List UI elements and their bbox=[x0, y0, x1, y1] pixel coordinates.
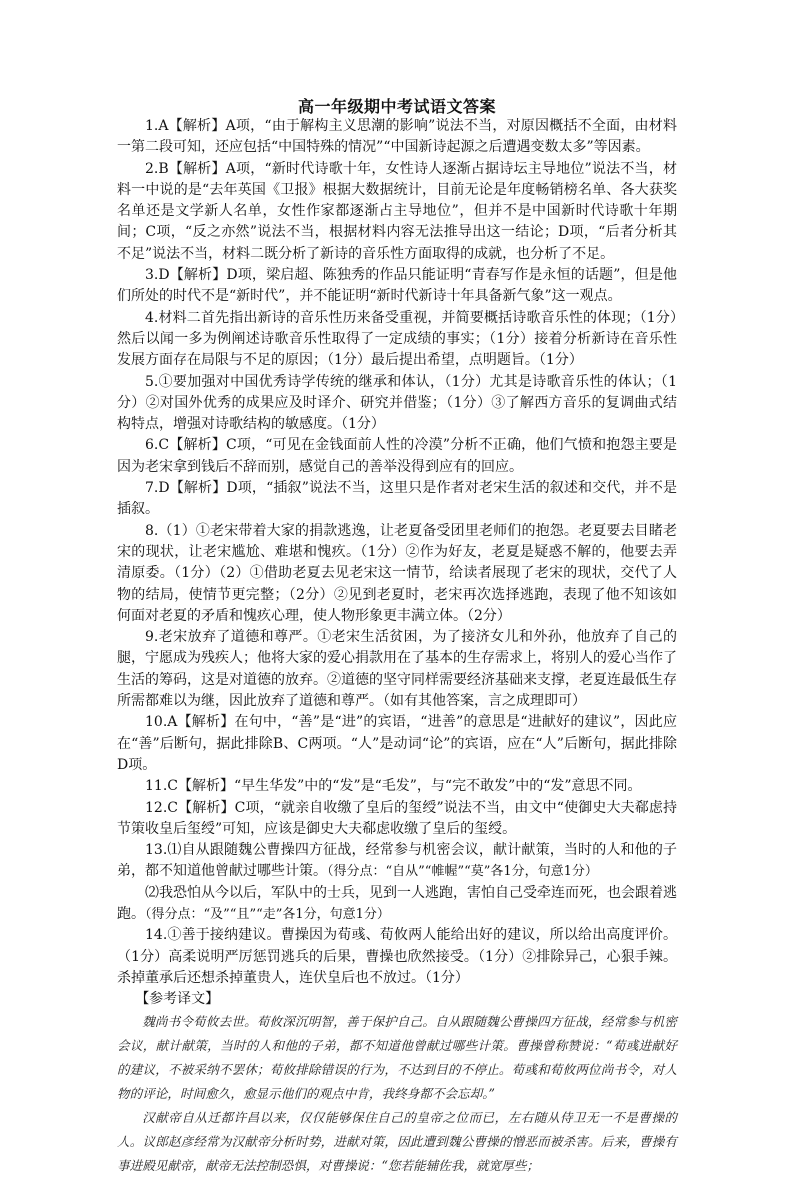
answer-7: 7.D【解析】D项，“插叙”说法不当，这里只是作者对老宋生活的叙述和交代，并不是插叙。 bbox=[117, 480, 677, 518]
answer-11: 11.C【解析】“早生华发”中的“发”是“毛发”，与“完不敢发”中的“发”意思不同。 bbox=[145, 778, 642, 795]
answer-13-part-1-text: 13.⑴自从跟随魏公曹操四方征战，经常参与机密会议，献计献策，当时的人和他的子弟，都不知道他曾献过哪些计策。 bbox=[117, 842, 677, 880]
answer-4: 4.材料二首先指出新诗的音乐性历来备受重视，并简要概括诗歌音乐性的体现；（1分）然后以闻一多为例阐述诗歌音乐性取得了一定成绩的事实；（1分）接着分析新诗在音乐性发展方面存在局限与不足的原因；（1分）最后提出希望，点明题旨。（1分） bbox=[117, 309, 677, 369]
reference-translation-paragraph-1: 魏尚书令荀攸去世。荀攸深沉明智，善于保护自己。自从跟随魏公曹操四方征战，经常参与机密会议，献计献策，当时的人和他的子弟，都不知道他曾献过哪些计策。曹操曾称赞说：“荀彧进献好的建议，不被采纳不罢休；荀攸排除错误的行为，不达到目的不停止。荀彧和荀攸两位尚书令，对人物的评论，时间愈久，愈显示他们的观点中肯，我终身都不会忘却。” bbox=[117, 1014, 677, 1102]
answer-14: 14.①善于接纳建议。曹操因为荀彧、荀攸两人能给出好的建议，所以给出高度评价。（1分）高柔说明严厉惩罚逃兵的后果，曹操也欣然接受。（1分）②排除异己，心狠手辣。杀掉董承后还想杀掉董贵人，连伏皇后也不放过。（1分） bbox=[117, 927, 677, 986]
answer-3: 3.D【解析】D项，梁启超、陈独秀的作品只能证明“青春写作是永恒的话题”，但是他们所处的时代不是“新时代”，并不能证明“新时代新诗十年具备新气象”这一观点。 bbox=[117, 267, 677, 305]
answer-13-part-2 bbox=[117, 883, 677, 926]
answer-1: 1.A【解析】A项，“由于解构主义思潮的影响”说法不当，对原因概括不全面，由材料一第二段可知，还应包括“中国特殊的情况”“中国新诗起源之后遭遇变数太多”等因素。 bbox=[117, 118, 677, 156]
answer-10: 10.A【解析】在句中，“善”是“进”的宾语，“进善”的意思是“进献好的建议”，因此应在“善”后断句，据此排除B、C两项。“人”是动词“论”的宾语，应在“人”后断句，据此排除D项。 bbox=[117, 714, 677, 773]
answer-13-part-1 bbox=[117, 840, 677, 883]
answer-13-part-1-scoring: （得分点：“自从”“帷幄”“莫”各1分，句意1分） bbox=[327, 864, 598, 880]
reference-translation-paragraph-2: 汉献帝自从迁都许昌以来，仅仅能够保住自己的皇帝之位而已，左右随从侍卫无一不是曹操的人。议郎赵彦经常为汉献帝分析时势，进献对策，因此遭到魏公曹操的憎恶而被杀害。后来，曹操有事进殿见献帝，献帝无法控制恐惧，对曹操说：“您若能辅佐我，就宽厚些； bbox=[117, 1110, 677, 1174]
answer-content bbox=[117, 116, 677, 1178]
answer-8: 8.（1）①老宋带着大家的捐款逃逸，让老夏备受团里老师们的抱怨。老夏要去目睹老宋的现状，让老宋尴尬、难堪和愧疚。（1分）②作为好友，老夏是疑惑不解的，他要去弄清原委。（1分）（2）①借助老夏去见老宋这一情节，给读者展现了老宋的现状，交代了人物的结局，使情节更完整；（2分）②见到老夏时，老宋再次选择逃跑，表现了他不知该如何面对老夏的矛盾和愧疚心理，使人物形象更丰满立体。（2分） bbox=[117, 522, 677, 624]
answer-9: 9.老宋放弃了道德和尊严。①老宋生活贫困，为了接济女儿和外孙，他放弃了自己的腿，宁愿成为残疾人；他将大家的爱心捐款用在了基本的生存需求上，将别人的爱心当作了生活的筹码，这是对道德的放弃。②道德的坚守同样需要经济基础来支撑，老夏连最低生存所需都难以为继，因此放弃了道德和尊严。（如有其他答案，言之成理即可） bbox=[117, 629, 677, 710]
answer-5: 5.①要加强对中国优秀诗学传统的继承和体认，（1分）尤其是诗歌音乐性的体认；（1分）②对国外优秀的成果应及时译介、研究并借鉴；（1分）③了解西方音乐的复调曲式结构特点，增强对诗歌结构的敏感度。（1分） bbox=[117, 373, 677, 433]
answer-13-part-2-scoring: （得分点：“及”“且”“走”各1分，句意1分） bbox=[145, 906, 390, 922]
answer-2: 2.B【解析】A项，“新时代诗歌十年，女性诗人逐渐占据诗坛主导地位”说法不当，材料一中说的是“去年英国《卫报》根据大数据统计，目前无论是年度畅销榜名单、各大获奖名单还是文学新人名单，女性作家都逐渐占主导地位”，但并不是中国新时代诗歌十年期间；C项，“反之亦然”说法不当，根据材料内容无法推导出这一结论；D项，“后者分析其不足”说法不当，材料二既分析了新诗的音乐性方面取得的成就，也分析了不足。 bbox=[117, 160, 677, 262]
answer-6: 6.C【解析】C项，“可见在金钱面前人性的冷漠”分析不正确，他们气愤和抱怨主要是因为老宋拿到钱后不辞而别，感觉自己的善举没得到应有的回应。 bbox=[117, 437, 677, 475]
answer-13-part-2-text: ⑵我恐怕从今以后，军队中的士兵，见到一人逃跑，害怕自己受牵连而死，也会跟着逃跑。 bbox=[117, 884, 677, 922]
reference-translation-heading: 【参考译文】 bbox=[135, 991, 220, 1008]
answer-12: 12.C【解析】C项，“就亲自收缴了皇后的玺绶”说法不当，由文中“使御史大夫郗虑持节策收皇后玺绶”可知，应该是御史大夫郗虑收缴了皇后的玺绶。 bbox=[117, 799, 677, 837]
page-title: 高一年级期中考试语文答案 bbox=[297, 97, 496, 116]
